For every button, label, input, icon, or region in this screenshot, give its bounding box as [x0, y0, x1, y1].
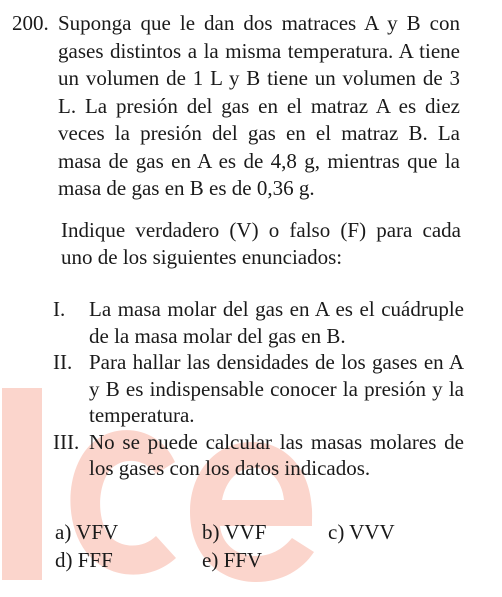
- statement-item: [12, 429, 464, 482]
- statement-numeral: II.: [53, 350, 73, 374]
- option-a[interactable]: a) VFV: [55, 520, 119, 544]
- option-b[interactable]: b) VVF: [202, 520, 267, 544]
- option-c[interactable]: c) VVV: [328, 520, 395, 544]
- statement-list: [12, 296, 464, 482]
- statement-numeral: III.: [53, 429, 80, 454]
- question-stem: Suponga que le dan dos matraces A y B con gases distintos a la misma temperatura. A tiene un volumen de 1 L y B tiene un volumen de 3 L. La presión del gas en el matraz A es diez veces la presión del gas en el matraz B. La masa de gas en A es de 4,8 g, mientras que la masa de gas en B es de 0,36 g.: [58, 11, 460, 200]
- statement-text: La masa molar del gas en A es el cuádruple de la masa molar del gas en B.: [89, 297, 464, 348]
- statement-text: No se puede calcular las masas molares de los gases con los datos indicados.: [89, 429, 464, 480]
- question-number: 200.: [12, 11, 49, 35]
- statement-item: [12, 349, 464, 429]
- option-e[interactable]: e) FFV: [202, 548, 263, 572]
- question-instruction: Indique verdadero (V) o falso (F) para cada uno de los siguientes enunciados:: [61, 218, 461, 269]
- statement-item: [12, 296, 464, 349]
- statement-numeral: I.: [53, 297, 66, 321]
- statement-text: Para hallar las densidades de los gases en A y B es indispensable conocer la presión y la temperatura.: [89, 350, 464, 427]
- option-d[interactable]: d) FFF: [55, 548, 113, 572]
